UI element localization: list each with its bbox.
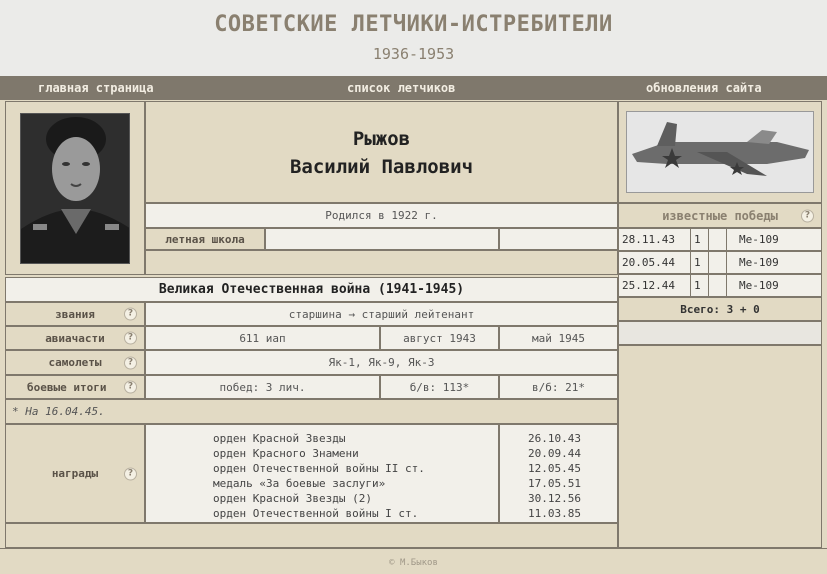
- help-icon[interactable]: ?: [124, 381, 137, 394]
- victories-total: Всего: 3 + 0: [618, 297, 822, 321]
- site-header: [0, 0, 827, 76]
- right-column-filler: [618, 345, 822, 548]
- victory-aircraft: Me-109: [739, 279, 779, 292]
- victory-date: 28.11.43: [619, 229, 691, 250]
- award-name: медаль «За боевые заслуги»: [213, 477, 386, 490]
- awards-list: [145, 424, 499, 523]
- pilot-birth: Родился в 1922 г.: [145, 203, 618, 228]
- victory-count: 1: [691, 252, 709, 273]
- ranks-value: старшина → старший лейтенант: [145, 302, 618, 326]
- unit-from-date: август 1943: [380, 326, 499, 350]
- victories-title: известные победы: [662, 208, 778, 223]
- results-footnote: * На 16.04.45.: [5, 399, 618, 424]
- blank-row: [618, 321, 822, 345]
- units-label-cell: [5, 326, 145, 350]
- victories-count: побед: 3 лич.: [145, 375, 380, 399]
- help-icon[interactable]: ?: [124, 332, 137, 345]
- victory-row: [618, 251, 822, 274]
- award-name: орден Отечественной войны II ст.: [213, 462, 425, 475]
- award-date: 17.05.51: [528, 477, 581, 490]
- site-years: 1936-1953: [372, 45, 455, 63]
- nav-home-link[interactable]: главная страница: [38, 81, 154, 95]
- award-name: орден Отечественной войны I ст.: [213, 507, 419, 520]
- flight-school-extra: [499, 228, 618, 250]
- award-name: орден Красной Звезды (2): [213, 492, 372, 505]
- victory-count: 1: [691, 229, 709, 250]
- victory-shared: [709, 252, 727, 273]
- planes-value: Як-1, Як-9, Як-3: [145, 350, 618, 375]
- help-icon[interactable]: ?: [801, 209, 814, 222]
- awards-dates: [499, 424, 618, 523]
- award-date: 30.12.56: [528, 492, 581, 505]
- planes-label: самолеты: [48, 356, 102, 369]
- site-title: СОВЕТСКИЕ ЛЕТЧИКИ-ИСТРЕБИТЕЛИ: [214, 12, 613, 37]
- nav-updates-link[interactable]: обновления сайта: [646, 81, 762, 95]
- plane-photo: [626, 111, 814, 193]
- blank-row: [5, 523, 618, 548]
- help-icon[interactable]: ?: [124, 467, 137, 480]
- award-date: 12.05.45: [528, 462, 581, 475]
- victory-shared: [709, 275, 727, 296]
- war-section-title: Великая Отечественная война (1941-1945): [5, 277, 618, 302]
- award-date: 11.03.85: [528, 507, 581, 520]
- flight-school-value: [265, 228, 499, 250]
- victory-row: [618, 274, 822, 297]
- units-label: авиачасти: [45, 331, 105, 345]
- help-icon[interactable]: ?: [124, 356, 137, 369]
- sorties-count: б/в: 113*: [380, 375, 499, 399]
- victory-aircraft: Me-109: [739, 233, 779, 246]
- victory-row: [618, 228, 822, 251]
- victory-count: 1: [691, 275, 709, 296]
- award-name: орден Красного Знамени: [213, 447, 359, 460]
- pilot-name-cell: [145, 101, 618, 203]
- nav-pilots-list-link[interactable]: список летчиков: [347, 81, 456, 95]
- victories-title-cell: [618, 203, 822, 228]
- blank-row: [145, 250, 618, 275]
- victory-date: 25.12.44: [619, 275, 691, 296]
- awards-label-cell: [5, 424, 145, 523]
- help-icon[interactable]: ?: [124, 308, 137, 321]
- pilot-given-name: Василий Павлович: [289, 156, 474, 178]
- unit-to-date: май 1945: [499, 326, 618, 350]
- pilot-photo: [20, 113, 130, 264]
- victory-shared: [709, 229, 727, 250]
- award-date: 26.10.43: [528, 432, 581, 445]
- victory-aircraft: Me-109: [739, 256, 779, 269]
- unit-name: 611 иап: [145, 326, 380, 350]
- ranks-label: звания: [55, 307, 95, 321]
- victory-date: 20.05.44: [619, 252, 691, 273]
- flight-school-label: летная школа: [145, 228, 265, 250]
- ranks-label-cell: [5, 302, 145, 326]
- engagements-count: в/б: 21*: [499, 375, 618, 399]
- footer-copyright: © М.Быков: [0, 548, 827, 574]
- planes-label-cell: [5, 350, 145, 375]
- pilot-surname: Рыжов: [352, 128, 411, 150]
- nav-bar: [0, 76, 827, 100]
- awards-label: награды: [51, 467, 99, 480]
- results-label: боевые итоги: [27, 380, 107, 394]
- results-label-cell: [5, 375, 145, 399]
- award-name: орден Красной Звезды: [213, 432, 346, 445]
- award-date: 20.09.44: [528, 447, 581, 460]
